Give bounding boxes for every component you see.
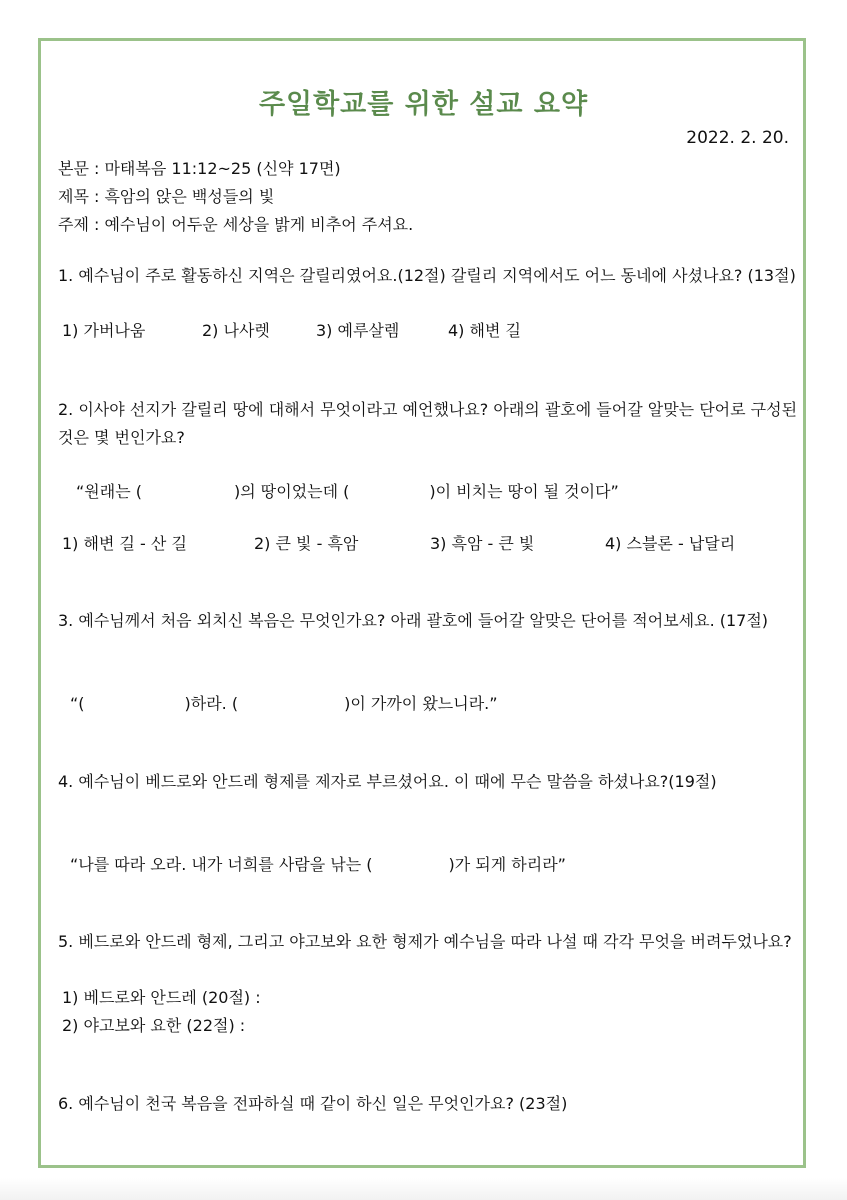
sermon-date: 2022. 2. 20. [686,128,789,148]
q5-sub-question-1: 1) 베드로와 안드레 (20절) : [62,988,261,1007]
question-4-fill-sentence [70,852,566,875]
question-4: 4. 예수님이 베드로와 안드레 형제를 제자로 부르셨어요. 이 때에 무슨 말씀을 하셨나요?(19절) [58,772,717,791]
q1-option-2: 2) 나사렛 [202,321,270,340]
q2-fill-part-b: )의 땅이었는데 ( [234,482,350,501]
question-3-fill-sentence [70,691,498,714]
question-3: 3. 예수님께서 처음 외치신 복음은 무엇인가요? 아래 괄호에 들어갈 알맞은 단어를 적어보세요. (17절) [58,611,769,630]
q5-sub-question-2: 2) 야고보와 요한 (22절) : [62,1016,246,1035]
scripture-reference: 본문 : 마태복음 11:12~25 (신약 17면) [58,159,341,178]
q2-fill-part-a: “원래는 ( [76,482,142,501]
q4-fill-part-b: )가 되게 하리라” [448,855,566,874]
question-6: 6. 예수님이 천국 복음을 전파하실 때 같이 하신 일은 무엇인가요? (23절) [58,1094,568,1113]
question-1: 1. 예수님이 주로 활동하신 지역은 갈릴리였어요.(12절) 갈릴리 지역에서도 어느 동네에 사셨나요? (13절) [58,266,796,285]
q2-option-4: 4) 스블론 - 납달리 [605,534,736,553]
q2-option-3: 3) 흑암 - 큰 빛 [430,534,535,553]
q1-option-4: 4) 해변 길 [448,321,521,340]
q2-fill-part-c: )이 비치는 땅이 될 것이다” [429,482,619,501]
q1-option-1: 1) 가버나움 [62,321,146,340]
q2-option-2: 2) 큰 빛 - 흑암 [254,534,359,553]
question-2-fill-sentence [76,479,619,502]
q3-fill-part-b: )하라. ( [184,694,239,713]
sermon-theme: 주제 : 예수님이 어두운 세상을 밝게 비추어 주셔요. [58,215,414,234]
page-bottom-edge [0,1178,847,1200]
sermon-subject: 제목 : 흑암의 앉은 백성들의 빛 [58,187,275,206]
question-2: 2. 이사야 선지가 갈릴리 땅에 대해서 무엇이라고 예언했나요? 아래의 괄호에 들어갈 알맞는 단어로 구성된 것은 몇 번인가요? [58,400,798,447]
q3-fill-part-a: “( [70,694,85,713]
q4-fill-part-a: “나를 따라 오라. 내가 너희를 사람을 낚는 ( [70,855,373,874]
q3-fill-part-c: )이 가까이 왔느니라.” [344,694,498,713]
page-title: 주일학교를 위한 설교 요약 [258,89,589,120]
q1-option-3: 3) 예루살렘 [316,321,400,340]
q2-option-1: 1) 해변 길 - 산 길 [62,534,187,553]
question-5: 5. 베드로와 안드레 형제, 그리고 야고보와 요한 형제가 예수님을 따라 나설 때 각각 무엇을 버려두었나요? [58,932,792,951]
